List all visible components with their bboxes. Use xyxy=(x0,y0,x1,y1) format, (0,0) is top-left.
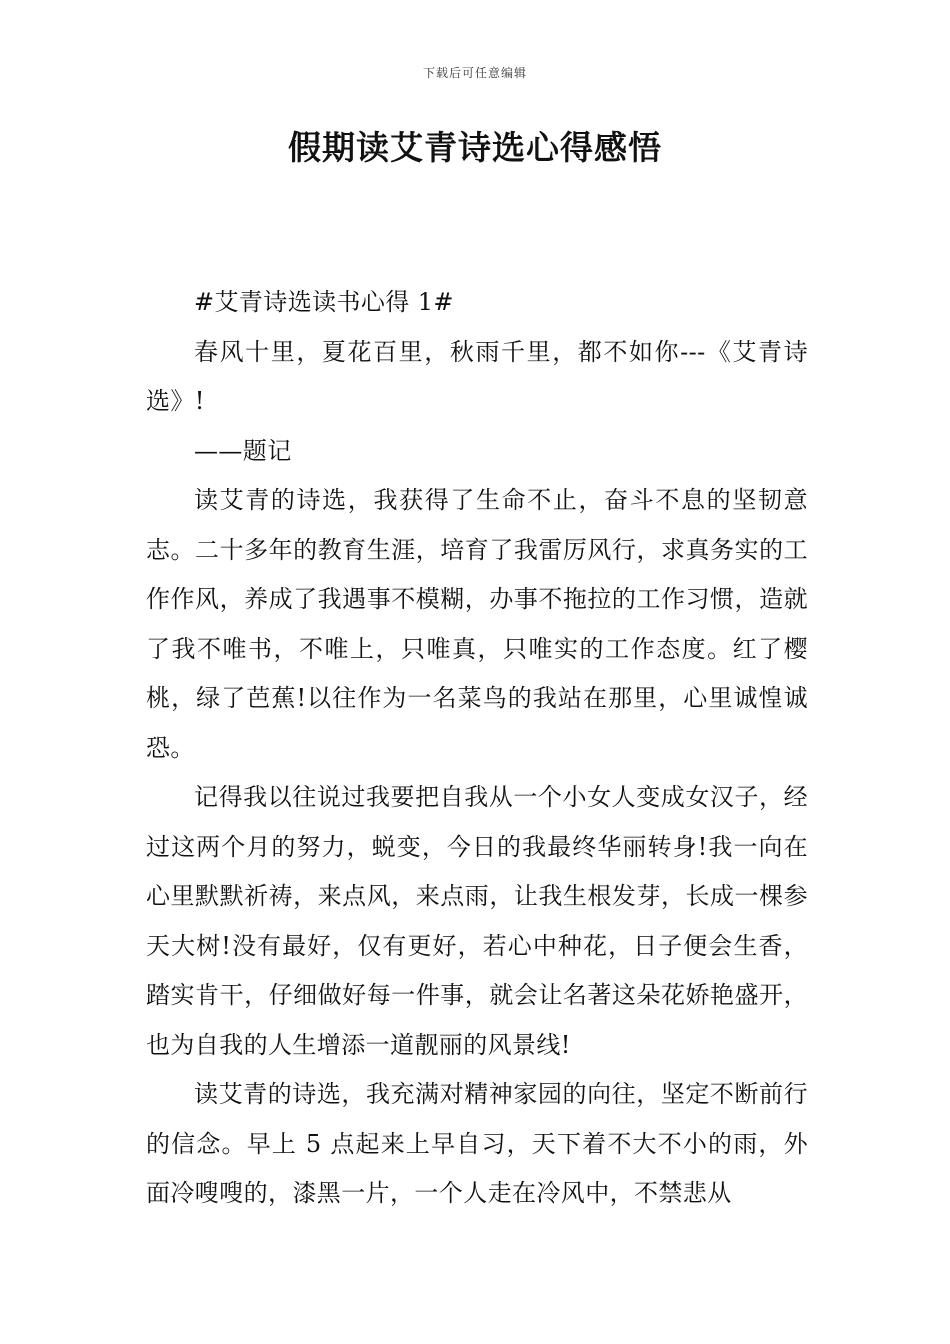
document-body xyxy=(146,278,808,1219)
paragraph-body: 读艾青的诗选，我充满对精神家园的向往，坚定不断前行的信念。早上 5 点起来上早自习，天下着不大不小的雨，外面冷嗖嗖的，漆黑一片，一个人走在冷风中，不禁悲从 xyxy=(146,1080,808,1207)
paragraph-epigraph-attribution: ——题记 xyxy=(194,436,292,465)
paragraph-section-heading: #艾青诗选读书心得 1# xyxy=(194,288,454,316)
paragraph-body: 读艾青的诗选，我获得了生命不止，奋斗不息的坚韧意志。二十多年的教育生涯，培育了我雷厉风行，求真务实的工作作风，养成了我遇事不模糊，办事不拖拉的工作习惯，造就了我不唯书，不唯上，只唯真，只唯实的工作态度。红了樱桃，绿了芭蕉!以往作为一名菜鸟的我站在那里，心里诚惶诚恐。 xyxy=(146,486,808,762)
paragraph-body: 记得我以往说过我要把自我从一个小女人变成女汉子，经过这两个月的努力，蜕变，今日的我最终华丽转身!我一向在心里默默祈祷，来点风，来点雨，让我生根发芽，长成一棵参天大树!没有最好，仅有更好，若心中种花，日子便会生香，踏实肯干，仔细做好每一件事，就会让名著这朵花娇艳盛开，也为自我的人生增添一道靓丽的风景线! xyxy=(146,783,808,1059)
page-header-note: 下载后可任意编辑 xyxy=(422,66,527,80)
document-title: 假期读艾青诗选心得感悟 xyxy=(288,128,662,167)
paragraph-epigraph: 春风十里，夏花百里，秋雨千里，都不如你---《艾青诗选》! xyxy=(146,337,808,415)
